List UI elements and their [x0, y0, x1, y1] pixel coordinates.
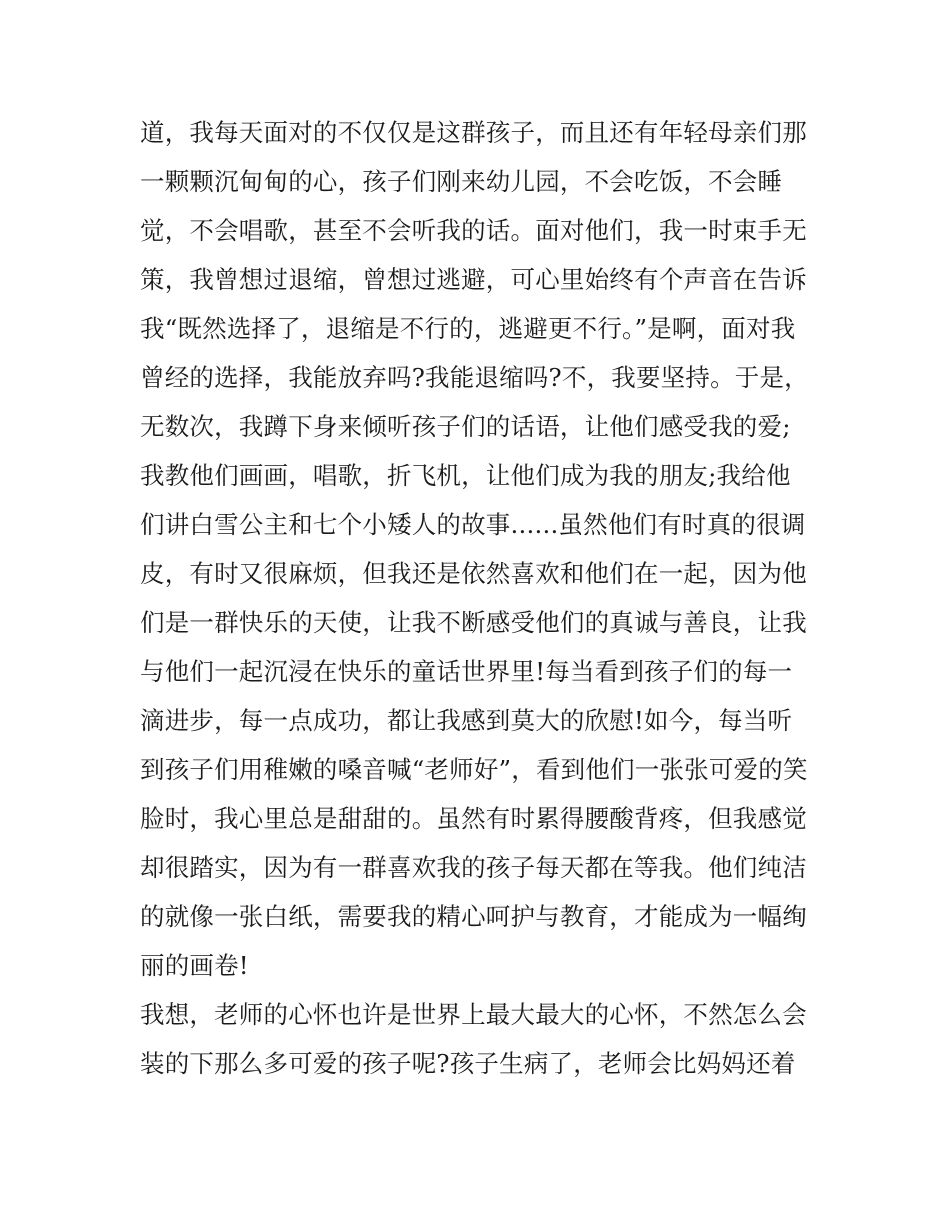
- text-line: 道，我每天面对的不仅仅是这群孩子，而且还有年轻母亲们那: [140, 118, 807, 147]
- text-line: 皮，有时又很麻烦，但我还是依然喜欢和他们在一起，因为他: [140, 559, 807, 588]
- text-line: 的就像一张白纸，需要我的精心呵护与教育，才能成为一幅绚: [140, 902, 807, 931]
- text-line: 曾经的选择，我能放弃吗?我能退缩吗?不，我要坚持。于是，: [140, 363, 809, 392]
- text-line: 与他们一起沉浸在快乐的童话世界里!每当看到孩子们的每一: [140, 657, 793, 686]
- paragraph: [140, 108, 820, 990]
- text-line: 我“既然选择了，退缩是不行的，逃避更不行。”是啊，面对我: [140, 314, 796, 343]
- paragraph: [140, 990, 820, 1088]
- text-line: 到孩子们用稚嫩的嗓音喊“老师好”，看到他们一张张可爱的笑: [140, 755, 808, 784]
- text-line: 我想，老师的心怀也许是世界上最大最大的心怀，不然怎么会: [140, 1000, 807, 1029]
- text-line: 们讲白雪公主和七个小矮人的故事......虽然他们有时真的很调: [140, 510, 806, 539]
- text-line: 滴进步，每一点成功，都让我感到莫大的欣慰!如今，每当听: [140, 706, 793, 735]
- text-line: 脸时，我心里总是甜甜的。虽然有时累得腰酸背疼，但我感觉: [140, 804, 807, 833]
- text-line: 我教他们画画，唱歌，折飞机，让他们成为我的朋友;我给他: [140, 461, 791, 490]
- text-line: 装的下那么多可爱的孩子呢?孩子生病了，老师会比妈妈还着: [140, 1049, 796, 1078]
- text-line: 策，我曾想过退缩，曾想过逃避，可心里始终有个声音在告诉: [140, 265, 807, 294]
- text-line: 丽的画卷!: [140, 951, 249, 980]
- document-body: [140, 108, 820, 1088]
- text-line: 们是一群快乐的天使，让我不断感受他们的真诚与善良，让我: [140, 608, 807, 637]
- text-line: 却很踏实，因为有一群喜欢我的孩子每天都在等我。他们纯洁: [140, 853, 807, 882]
- text-line: 无数次，我蹲下身来倾听孩子们的话语，让他们感受我的爱;: [140, 412, 791, 441]
- text-line: 一颗颗沉甸甸的心，孩子们刚来幼儿园，不会吃饭，不会睡: [140, 167, 783, 196]
- text-line: 觉，不会唱歌，甚至不会听我的话。面对他们，我一时束手无: [140, 216, 807, 245]
